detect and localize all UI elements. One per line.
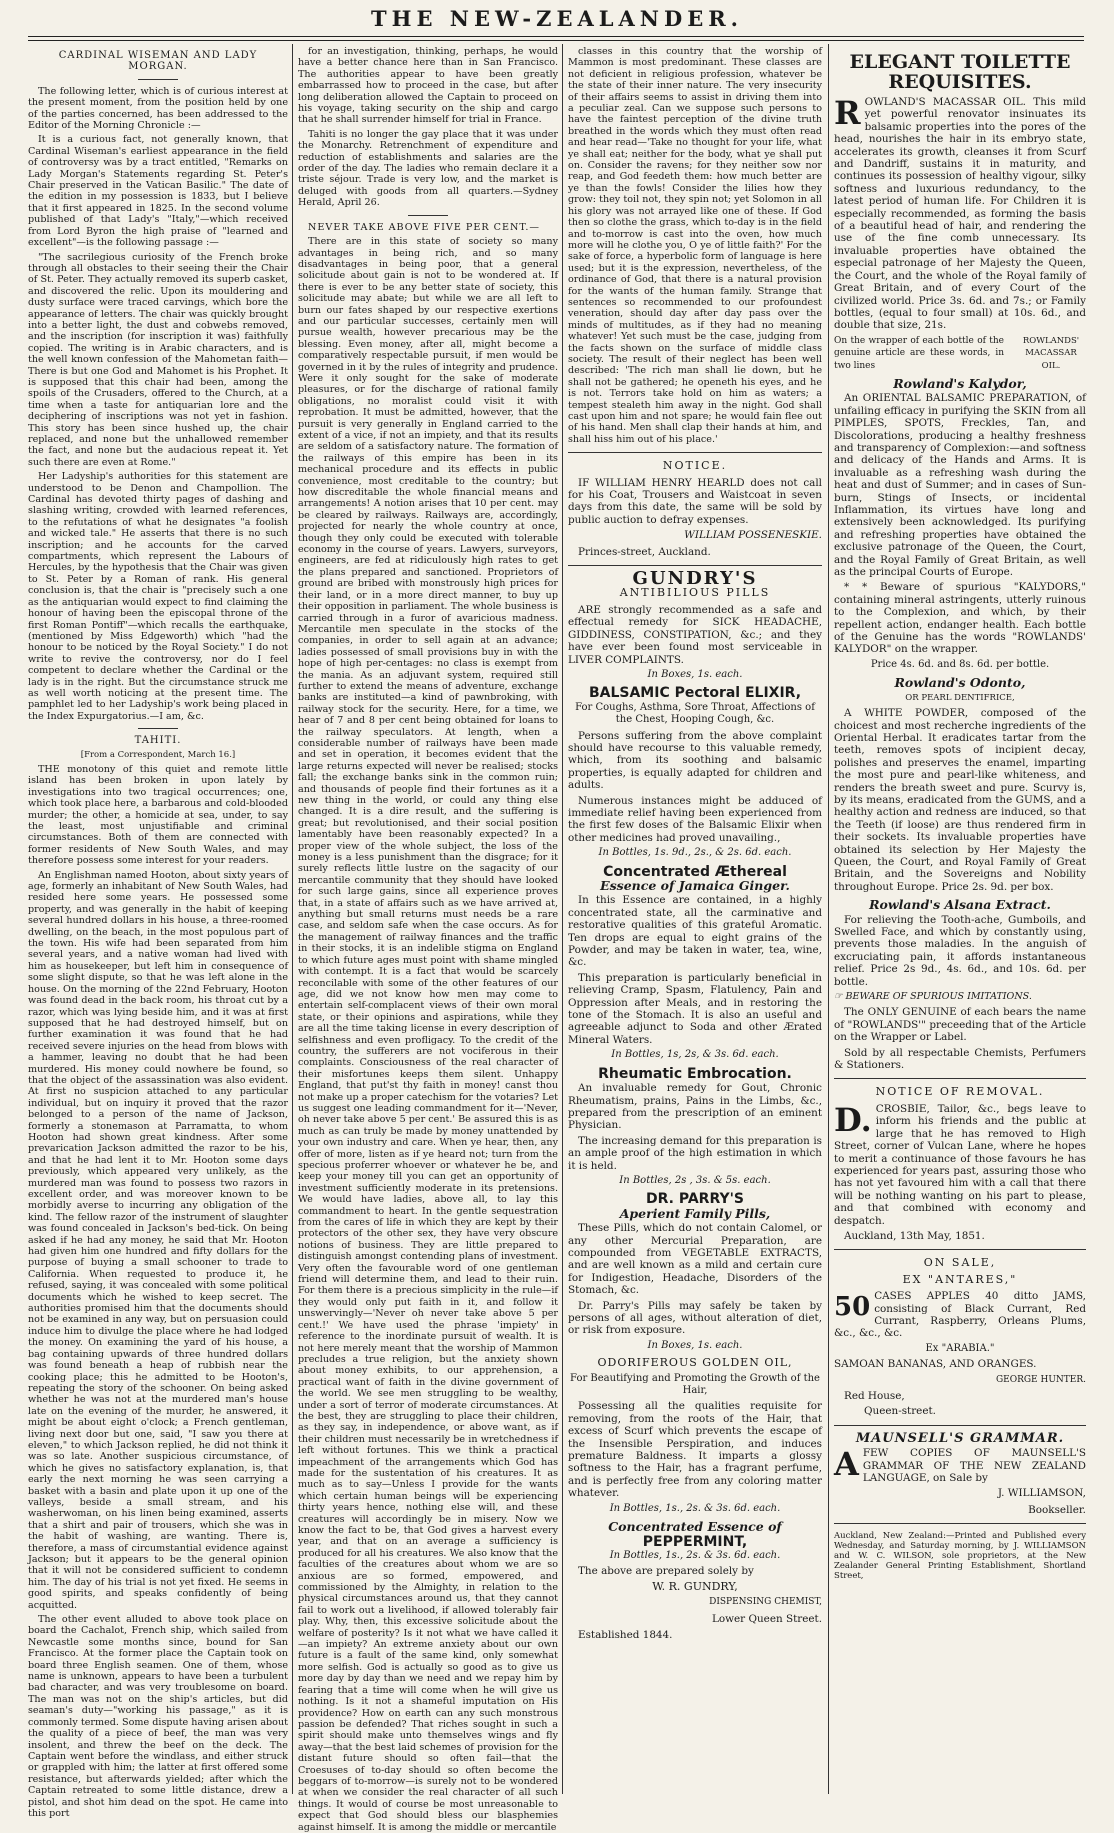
divider	[834, 1425, 1086, 1426]
peppermint-price: In Bottles, 1s., 2s. & 3s. 6d. each.	[609, 1549, 781, 1561]
elixir-title: BALSAMIC Pectoral ELIXIR,	[588, 685, 802, 702]
gundry-ad	[568, 568, 822, 1641]
gundry-title: GUNDRY'S	[632, 568, 758, 590]
parry-subtitle: Aperient Family Pills,	[619, 1205, 771, 1221]
sale-signature: GEORGE HUNTER.	[995, 1374, 1086, 1385]
embrocation-body: The increasing demand for this preparation is an ample proof of the high estimation in which it is held.	[568, 1134, 822, 1172]
sale-street: Queen-street.	[864, 1405, 936, 1418]
sale-house: Red House,	[844, 1390, 905, 1402]
divider	[138, 79, 178, 80]
elixir-body: Numerous instances might be adduced of immediate relief having been experienced from the first few doses of the Balsamic Elixir when other medicines had proved unavailing.,	[568, 794, 822, 844]
article-paragraph: THE monotony of this quiet and remote little island has been broken in upon lately by investigations into two tragical occurrences; one, which took place here, a barbarous and cold-blooded murder; the other, a homicide at sea, under, to say the least, most unjustifiable and criminal circumstances. Both of them are connected with former residents of New South Wales, and may therefore possess some interest for your readers.	[28, 763, 288, 867]
alsana-title: Rowland's Alsana Extract.	[869, 897, 1051, 913]
kalydor-price: Price 4s. 6d. and 8s. 6d. per bottle.	[870, 658, 1050, 670]
column-divider	[292, 44, 293, 1794]
gundry-price: In Boxes, 1s. each.	[647, 668, 743, 680]
macassar-body: OWLAND'S MACASSAR OIL. This mild yet powerful renovator insinuates its balsamic properties into the pores of the head, nourishes the hair in its embryo state, accelerates its growth, cleanses it from Scurf and Dandriff, sustains it in maturity, and continues its possession of healthy vigour, silky softness and luxurious redundancy, to the latest period of human life. For Children it is especially recommended, as forming the basis of a beautiful head of hair, and rendering the use of the fine comb unnecessary. Its invaluable properties have obtained the especial patronage of her Majesty the Queen, the Court, and the whole of the Royal family of Great Britain, and of every Court of the civilized world. Price 3s. 6d. and 7s.; or Family bottles, (equal to four small) at 10s. 6d., and double that size, 21s.	[834, 96, 1086, 332]
beware-body: Sold by all respectable Chemists, Perfumers & Stationers.	[834, 1046, 1086, 1072]
article-paragraph: for an investigation, thinking, perhaps, he would have a better chance here than in San Francisco. The authorities appear to have been greatly embarrassed how to proceed in the case, but after long deliberation allowed the Captain to proceed on his voyage, taking security on the ship and cargo that he shall surrender himself for trial in France.	[298, 46, 558, 126]
masthead-rule-2	[28, 40, 1084, 41]
article-paragraph: Her Ladyship's authorities for this statement are understood to be Denon and Champollion. The Cardinal has devoted thirty pages of dashing and slashing writing, crowded with learned references, to the refutations of what he designates "a foolish and wicked tale." He asserts that there is no such inscription; and he accounts for the carved compartments, which represent the Labours of Hercules, by the hypothesis that the Chair was given to St. Peter by a Roman of rank. His general conclusion is, that the chair is "precisely such a one as the antiquarian would expect to find claiming the honour of having been the episcopal throne of the first Roman Pontiff"—which recalls the earthquake, (mentioned by Miss Edgeworth) which "had the honour to be noticed by the Royal Society." I do not write to revive the controversy, nor do I feel competent to declare whether the Cardinal or the lady is in the right. But the circumstance struck me as well worth noticing at the present time. The pamphlet led to her Ladyship's work being placed in the Index Expurgatorius.—I am, &c.	[28, 471, 288, 722]
embrocation-price: In Bottles, 2s , 3s. & 5s. each.	[619, 1174, 771, 1186]
divider	[408, 215, 448, 216]
article-title-tahiti: TAHITI.	[134, 735, 182, 747]
article-paragraph: It is a curious fact, not generally known, that Cardinal Wiseman's earliest appearance in the field of controversy was by a tract entitled, "Remarks on Lady Morgan's Statements regarding St. Peter's Chair preserved in the Vatican Basilic." The date of the edition in my possession is 1833, but I believe that it first appeared in 1825. In the second volume published of that Lady's "Italy,"—which received from Lord Byron the high praise of "learned and excellent"—is the following passage :—	[28, 134, 288, 249]
article-paragraph: An Englishman named Hooton, about sixty years of age, formerly an inhabitant of New South Wales, had resided here some years. He possessed some property, and was generally in the habit of keeping several hundred dollars in his house, a three-roomed dwelling, on the beach, in the most populous part of the town. His wife had been separated from him several years, and a native woman had lived with him as housekeeper, but left him in consequence of some slight dispute, so that he was left alone in the house. On the morning of the 22nd February, Hooton was found dead in the back room, his throat cut by a razor, which was lying beside him, and it was at first supposed that he had destroyed himself, but on further examination it was found that he had received severe injuries on the head from blows with a hammer, leaving no doubt that he had been murdered. His money could nowhere be found, so that the object of the assassination was also evident. At first no suspicion attached to any particular individual, but on inquiry it proved that the razor belonged to a person of the name of Jackson, formerly a stonemason at Parramatta, to whom Hooton had shown great kindness. After some prevarication Jackson admitted the razor to be his, and that he had lent it to Mr. Hooton some days previously, which appeared very unlikely, as the murdered man was found to possess two razors in excellent order, and was moreover known to be morbidly averse to incurring any obligation of the kind. The fellow razor of the instrument of slaughter was found concealed in Jackson's bed-tick. On being asked if he had any money, he said that Mr. Hooton had given him one hundred and fifty dollars for the purpose of buying a small schooner to trade to California. When requested to produce it, he refused, saying, it was concealed with some political documents which he wished to keep secret. The authorities promised him that the documents should not be examined in any way, but on persuasion could induce him to divulge the place where he had lodged the money. On examining the yard of his house, a bag containing upwards of three hundred dollars was found beneath a heap of rubbish near the cooking place; this he admitted to be Hooton's, repeating the story of the schooner. On being asked whether he was not at the murdered man's house late on the evening of the murder, he answered, it might be about eight o'clock; a French gentleman, living next door but one, said, "I saw you there at eleven," to which Jackson replied, he did not think it was so late. Another suspicious circumstance, of which he gives no satisfactory explanation, is, that early the next morning he was seen carrying a basket with a basin and plate upon it up one of the valleys, beside a small stream, and his washerwoman, on his linen being examined, asserts that a shirt and pair of trousers, which she was in the habit of washing, are wanting. There is, therefore, a mass of circumstantial evidence against Jackson; but it appears to be the general opinion that it will not be considered sufficient to condemn him. The day of his trial is not yet fixed. He seems in good spirits, and speaks confidently of being acquitted.	[28, 869, 288, 1611]
sale-number: 50	[834, 1292, 871, 1323]
divider	[834, 1523, 1086, 1524]
sale-body: CASES APPLES 40 ditto JAMS, consisting of Black Currant, Red Currant, Raspberry, Orleans Plums, &c., &c., &c.	[834, 1290, 1086, 1340]
gundry-subtitle: ANTIBILIOUS PILLS	[619, 586, 771, 600]
column-divider	[562, 44, 563, 1794]
sale-title: ON SALE,	[923, 1256, 997, 1270]
masthead: THE NEW-ZEALANDER.	[370, 6, 743, 31]
drop-cap: D.	[834, 1100, 872, 1139]
elixir-price: In Bottles, 1s. 9d., 2s., & 2s. 6d. each.	[598, 847, 792, 859]
article-dateline: [From a Correspondent, March 16.]	[80, 749, 236, 760]
article-title-wiseman: CARDINAL WISEMAN AND LADY MORGAN.	[58, 50, 258, 73]
prepared-line: The above are prepared solely by	[578, 1565, 754, 1578]
grammar-signature-role: Bookseller.	[1028, 1503, 1086, 1516]
removal-title: NOTICE OF REMOVAL.	[875, 1085, 1045, 1099]
notice-body: IF WILLIAM HENRY HEARLD does not call for his Coat, Trousers and Waistcoat in seven days from this date, the same will be sold by public auction to defray expenses.	[568, 476, 822, 526]
ginger-title-2: Essence of Jamaica Ginger.	[600, 878, 790, 893]
divider	[568, 565, 822, 566]
column-3	[568, 46, 822, 1794]
column-1	[28, 46, 288, 1819]
kalydor-body: * * Beware of spurious "KALYDORS," containing mineral astringents, utterly ruinous to the Complexion, and which, by their repellent action, endanger health. Each bottle of the Genuine has the words "ROWLANDS' KALYDOR" on the wrapper.	[834, 581, 1086, 656]
removal-date: Auckland, 13th May, 1851.	[844, 1229, 985, 1242]
divider	[834, 1249, 1086, 1250]
article-paragraph: The other event alluded to above took place on board the Cachalot, French ship, which sailed from Newcastle some months since, bound for San Francisco. At the former place the Captain took on board three English seamen. One of them, whose name is unknown, appears to have been a turbulent bad character, and was very troublesome on board. The man was not on the ship's articles, but did seaman's duty—"working his passage," as it is commonly termed. Some dispute having arisen about the quality of a piece of beef, the man was very insolent, and threw the beef on the deck. The Captain went before the windlass, and either struck or grappled with him; the latter at first offered some resistance, but afterwards yielded; after which the Captain retreated to some little distance, drew a pistol, and shot him dead on the spot. He came into this port	[28, 1614, 288, 1819]
kalydor-title: Rowland's Kalydor,	[893, 375, 1027, 391]
elixir-body: Persons suffering from the above complaint should have recourse to this valuable remedy, which, from its soothing and balsamic properties, is equally adapted for children and adults.	[568, 729, 822, 792]
divider	[568, 452, 822, 453]
toilette-title: ELEGANT TOILETTE REQUISITES.	[849, 51, 1071, 93]
drop-cap: R	[834, 94, 861, 132]
peppermint-title: Concentrated Essence of	[608, 1519, 782, 1535]
beware-body: The ONLY GENUINE of each bears the name of "ROWLANDS'" preceeding that of the Article on the Wrapper or Label.	[834, 1006, 1086, 1044]
divider	[138, 728, 178, 729]
embrocation-body: An invaluable remedy for Gout, Chronic Rheumatism, prains, Pains in the Limbs, &c., prepared from the prescription of an eminent Physician.	[568, 1082, 822, 1132]
kalydor-body: An ORIENTAL BALSAMIC PREPARATION, of unfailing efficacy in purifying the SKIN from all PIMPLES, SPOTS, Freckles, Tan, and Discolorations, producing a healthy freshness and transparency of Complexion:—and softness and delicacy of the Hands and Arms. It is invaluable as a refreshing wash during the heat and dust of Summer; and in cases of Sun-burn, Stings of Insects, or incidental Inflammation, its virtues have long and extensively been acknowledged. Its purifying and refreshing properties have obtained the exclusive patronage of the Queen, the Court, and the Royal Family of Great Britain, as well as the principal Courts of Europe.	[834, 392, 1086, 579]
odonto-body: A WHITE POWDER, composed of the choicest and most recherche ingredients of the Oriental Herbal. It eradicates tartar from the teeth, removes spots of incipient decay, polishes and preserves the enamel, imparting the most pure and pearl-like whiteness, and renders the breath sweet and pure. Scurvy is, by its means, eradicated from the GUMS, and a healthy action and redness are induced, so that the Teeth (if loose) are thus rendered firm in their sockets. Its invaluable properties have obtained its selection by Her Majesty the Queen, the Court, and Royal Family of Great Britain, and the Sovereigns and Nobility throughout Europe. Price 2s. 9d. per box.	[834, 707, 1086, 893]
article-paragraph: The following letter, which is of curious interest at the present moment, from the position held by one of the parties concerned, has been addressed to the Editor of the Morning Chronicle :—	[28, 85, 288, 132]
alsana-body: For relieving the Tooth-ache, Gumboils, and Swelled Face, and which by constantly using, prevents those maladies. In the anguish of excruciating pain, it affords instantaneous relief. Price 2s 9d., 4s. 6d., and 10s. 6d. per bottle.	[834, 913, 1086, 988]
article-paragraph: "The sacrilegious curiosity of the French broke through all obstacles to their seeing their the Chair of St. Peter. They actually removed its superb casket, and discovered the relic. Upon its mouldering and dusty surface were traced carvings, which bore the appearance of letters. The chair was quickly brought into a better light, the dust and cobwebs removed, and the inscription (for inscription it was) faithfully copied. The writing is in Arabic characters, and is the well known confession of the Mahometan faith—There is but one God and Mahomet is his Prophet. It is supposed that this chair had been, among the spoils of the Crusaders, offered to the Church, at a time when a taste for antiquarian lore and the deciphering of inscriptions was not yet in fashion. This story has been since hushed up, the chair replaced, and none but the unhallowed remember the fact, and none but the audacious repeat it. Yet such there are even at Rome."	[28, 251, 288, 468]
beware-title: ☞ BEWARE OF SPURIOUS IMITATIONS.	[834, 991, 1032, 1003]
parry-body: These Pills, which do not contain Calomel, or any other Mercurial Preparation, are compounded from VEGETABLE EXTRACTS, and are well known as a mild and certain cure for Indigestion, Headache, Disorders of the Stomach, &c.	[568, 1222, 822, 1297]
embrocation-title: Rheumatic Embrocation.	[598, 1065, 792, 1082]
prepared-role: DISPENSING CHEMIST,	[709, 1597, 822, 1608]
column-2	[298, 46, 558, 1833]
notice-ad	[568, 460, 822, 558]
drop-cap: A	[834, 1445, 859, 1484]
article-paragraph: Tahiti is no longer the gay place that it was under the Monarchy. Retrenchment of expenditure and reduction of establishments and salaries are the order of the day. The ladies who remain declare it a triste séjour. Trade is very low, and the market is deluged with goods from all quarters.—Sydney Herald, April 26.	[298, 128, 558, 209]
macassar-stamp-2: MACASSAR OIL.	[1025, 348, 1077, 371]
grammar-title: MAUNSELL'S GRAMMAR.	[855, 1430, 1065, 1446]
notice-place: Princes-street, Auckland.	[578, 545, 711, 558]
ginger-price: In Bottles, 1s, 2s, & 3s. 6d. each.	[611, 1049, 779, 1061]
ginger-body: In this Essence are contained, in a highly concentrated state, all the carminative and restorative qualities of this grateful Aromatic. Ten drops are equal to eight grains of the Powder, and may be taken in water, tea, wine, &c.	[568, 894, 822, 969]
prepared-established: Established 1844.	[578, 1628, 673, 1641]
macassar-wrapper-note	[834, 335, 1086, 372]
gundry-body: ARE strongly recommended as a safe and effectual remedy for SICK HEADACHE, GIDDINESS, CONSTIPATION, &c.; and they have ever been found most serviceable in LIVER COMPLAINTS.	[568, 603, 822, 666]
odonto-subtitle: OR PEARL DENTIFRICE,	[905, 692, 1015, 703]
ginger-title: Concentrated Æthereal	[603, 863, 787, 880]
parry-body: Dr. Parry's Pills may safely be taken by persons of all ages, without alteration of diet, or risk from exposure.	[568, 1299, 822, 1337]
oil-body: Possessing all the qualities requisite for removing, from the roots of the Hair, that excess of Scurf which prevents the escape of the Insensible Perspiration, and induces premature Baldness. It imparts a glossy softness to the Hair, has a fragrant perfume, and is perfectly free from any coloring matter whatever.	[568, 1400, 822, 1500]
macassar-stamp-1: ROWLANDS'	[1022, 335, 1080, 346]
prepared-address: Lower Queen Street.	[711, 1612, 822, 1625]
masthead-rule	[28, 36, 1084, 37]
removal-body: CROSBIE, Tailor, &c., begs leave to inform his friends and the public at large that he has removed to High Street, corner of Vulcan Lane, where he hopes to merit a continuance of those favours he has experienced for years past, assuring those who has not yet favoured him with a call that there will be nothing wanting on his part to please, and that combined with economy and despatch.	[834, 1102, 1086, 1227]
article-paragraph: classes in this country that the worship of Mammon is most predominant. These classes are not deficient in religious profession, whatever be the state of their inner nature. The very insecurity of their affairs seems to assist in driving them into a peculiar zeal. Can we suppose such persons to have the faintest perception of the divine truth breathed in the words which they must often read and hear read—'Take no thought for your life, what ye shall eat; neither for the body, what ye shall put on. Consider the ravens; for they neither sow nor reap, and God feedeth them: how much better are ye than the fowls! Consider the lilies how they grow: they toil not, they spin not; yet Solomon in all his glory was not arrayed like one of these. If God then so clothe the grass, which to-day is in the field and to-morrow is cast into the oven, how much more will he clothe you, O ye of little faith?' For the sake of force, a hyperbolic form of language is here used; but it is the expression, nevertheless, of the ordinance of God, that there is a natural provision for the wants of the human family. Strange that sentences so recommended to our profoundest veneration, should day after day pass over the minds of multitudes, as if they had no meaning whatever! Yet such must be the case, judging from the facts shown on the surface of middle class society. The result of their neglect has been well described: 'The rich man shall lie down, but he shall not be gathered; he openeth his eyes, and he is not. Terrors take hold on him as waters; a tempest stealeth him away in the night. God shall cast upon him and not spare; he would fain flee out of his hand. Men shall clap their hands at him, and shall hiss him out of his place.'	[568, 46, 822, 445]
sale-bananas: SAMOAN BANANAS, AND ORANGES.	[834, 1358, 1037, 1371]
prepared-name: W. R. GUNDRY,	[652, 1579, 738, 1593]
peppermint-title-2: PEPPERMINT,	[642, 1533, 748, 1550]
notice-title: NOTICE.	[662, 459, 728, 473]
parry-price: In Boxes, 1s. each.	[647, 1339, 743, 1351]
column-4	[834, 46, 1086, 1794]
oil-price: In Bottles, 1s., 2s. & 3s. 6d. each.	[609, 1502, 781, 1514]
parry-title: DR. PARRY'S	[646, 1191, 744, 1208]
oil-subtitle: For Beautifying and Promoting the Growth of the Hair,	[570, 1372, 820, 1397]
imprint: Auckland, New Zealand:—Printed and Published every Wednesday, and Saturday morning, by J. WILLIAMSON and W. C. WILSON, sole proprietors, at the New Zealander General Printing Establishment, Shortland Street,	[834, 1531, 1086, 1582]
grammar-body: FEW COPIES OF MAUNSELL'S GRAMMAR OF THE NEW ZEALAND LANGUAGE, on Sale by	[862, 1447, 1086, 1485]
odonto-title: Rowland's Odonto,	[894, 675, 1026, 691]
macassar-wrapper-text: On the wrapper of each bottle of the genuine article are these words, in two lines	[834, 335, 1004, 371]
divider	[834, 1078, 1086, 1079]
oil-title: ODORIFEROUS GOLDEN OIL,	[597, 1356, 793, 1370]
ginger-body: This preparation is particularly beneficial in relieving Cramp, Spasm, Flatulency, Pain and Oppression after Meals, and in restoring the tone of the Stomach. It is also an useful and agreeable adjunct to Soda and other Ærated Mineral Waters.	[568, 971, 822, 1046]
column-divider	[828, 44, 829, 1794]
grammar-signature: J. WILLIAMSON,	[997, 1487, 1086, 1500]
article-title-five-per-cent: NEVER TAKE ABOVE FIVE PER CENT.—	[308, 221, 540, 233]
sale-ex-2: Ex "ARABIA."	[925, 1342, 995, 1354]
notice-signature: WILLIAM POSSENESKIE.	[684, 529, 822, 542]
elixir-subtitle: For Coughs, Asthma, Sore Throat, Affections of the Chest, Hooping Cough, &c.	[575, 701, 815, 726]
sale-ex: EX "ANTARES,"	[902, 1272, 1018, 1286]
article-paragraph: There are in this state of society so many advantages in being rich, and so many disadvantages in being poor, that a general solicitude about gain is not to be wondered at. If there is ever to be any better state of society, this solicitude may abate; but while we are all left to burn our fates shaped by our respective exertions and our particular successes, certainly men will pursue wealth, however precarious may be the blessing. Even money, after all, might become a comparatively respectable pursuit, if men would be governed in it by the rules of integrity and prudence. Were it only sought for the sake of moderate pleasures, or for the discharge of rational family obligations, no moralist could visit it with reprobation. It must be admitted, however, that the pursuit is very generally in England carried to the extent of a vice, if not an impiety, and that its results are seldom of a satisfactory nature. The formation of the railways of this empire has been in its mechanical procedure and its effects in public convenience, most creditable to the country; but how discreditable the whole financial means and arrangements! A notion arises that 10 per cent. may be cleared by railways. Railways are, accordingly, projected for nearly the whole country at once, though they only could be executed with tolerable economy in the course of years. Lawyers, surveyors, engineers, are fed at ridiculously high rates to get the plans prepared and sanctioned. Proprietors of ground are bribed with monstrously high prices for their land, or in a more direct manner, to buy up their opposition in parliament. The whole business is carried through in a furor of avaricious madness. Mercantile men speculate in the stocks of the companies, in order to sell again at an advance; ladies possessed of small provisions buy in with the hope of high per-centages: no class is exempt from the mania. As an adjuvant system, required still further to extend the means of adventure, exchange banks are instituted—a kind of pawnbroking, with railway stock for the security. Here, for a time, we hear of 7 and 8 per cent being obtained for loans to the railway speculators. At length, when a considerable number of railways have been made and set in operation, it becomes evident that the large returns expected will never be realised; stocks fall; the exchange banks sink in the common ruin; and thousands of people find their fortunes as it a new thing in the world, or could any thing else changed. It is a dire result, and the suffering is great; but revolutionised, and their social position lamentably have been reasonably expected? In a proper view of the whole subject, the loss of the money is a less punishment than the disgrace; for it surely reflects little lustre on the sagacity of our mercantile community that they should have looked for such large gains, since all experience proves that, in a state of affairs such as we have arrived at, anything but small returns must needs be a rare case, and seldom safe when the case occurs. As for the management of railway finances and the traffic in their stocks, it is an indelible stigma on England to which future ages must point with shame mingled with contempt. It is a fact that would be scarcely reconcilable with some of the other features of our age, did we not know how men may come to entertain self-complacent views of their own moral state, or their opinions and aspirations, while they are all the time taking license in every description of selfishness and even profligacy. To the credit of the country, the sufferers are not vociferous in their complaints. Consciousness of the real character of their misfortunes keeps them silent. Unhappy England, that put'st thy faith in money! canst thou not make up a proper catechism for the votaries? Let us suggest one leading commandment for it—'Never, oh never take above 5 per cent.' Be assured this is as much as can truly be made by money unattended by your own industry and care. When ye hear, then, any offer of more, listen as if ye heard not; turn from the specious proferrer whoever or whatever he be, and keep your money till you can get an opportunity of investment sufficiently moderate in its pretensions. We would have ladies, above all, to lay this commandment to heart. In the gentle sequestration from the cares of life in which they are kept by their protectors of the other sex, they have very obscure notions of business. They are little prepared to distinguish amongst contending plans of investment. Very often the favourable word of one gentleman friend will determine them, and lead to their ruin. For them there is a precious simplicity in the rule—if they would only put faith in it, and follow it unswervingly—'Never oh never take above 5 per cent.!' We have used the phrase 'impiety' in reference to the inordinate pursuit of wealth. It is not here merely meant that the worship of Mammon precludes a true religion, but the anxiety shown about money exhibits, to our apprehension, a practical want of faith in the divine government of the world. We see men struggling to be wealthy, under a sort of terror of moderate circumstances. At the best, they are struggling to place their children, as they say, in independence, or above want, as if their children must necessarily be in wretchedness if left without fortunes. This we think a practical impeachment of the arrangements which God has made for the sustentation of his creatures. It as much as to say—Unless I provide for the wants which certain human beings will be experiencing thirty years hence, nothing else will, and these creatures will accordingly be in misery. Now we know the fact to be, that God gives a harvest every year, and that on an average a sufficiency is produced for all his creatures. We also know that the faculties of the creatures about whom we are so anxious are so formed, empowered, and commissioned by the Almighty, in relation to the physical circumstances around us, that they cannot fail to work out a livelihood, if allowed tolerably fair play. Why, then, this excessive solicitude about the welfare of posterity? Is it not what we have called it—an impiety? An extreme anxiety about our own future is a fault of the same kind, only somewhat more selfish. God is actually so good as to give us more day by day than we need and we repay him by fearing that a time will come when he will give us nothing. Is it not a shameful imputation on His providence? How on earth can any such monstrous passion be defended? That riches sought in such a spirit should make unto themselves wings and fly away—that the best laid schemes of provision for the distant future should so often fail—that the Croesuses of to-day should so often become the beggars of to-morrow—is surely not to be wondered at when we consider the real character of all such things. It would of course be most unreasonable to expect that God should bless our blasphemies against himself. It is among the middle or mercantile	[298, 236, 558, 1833]
